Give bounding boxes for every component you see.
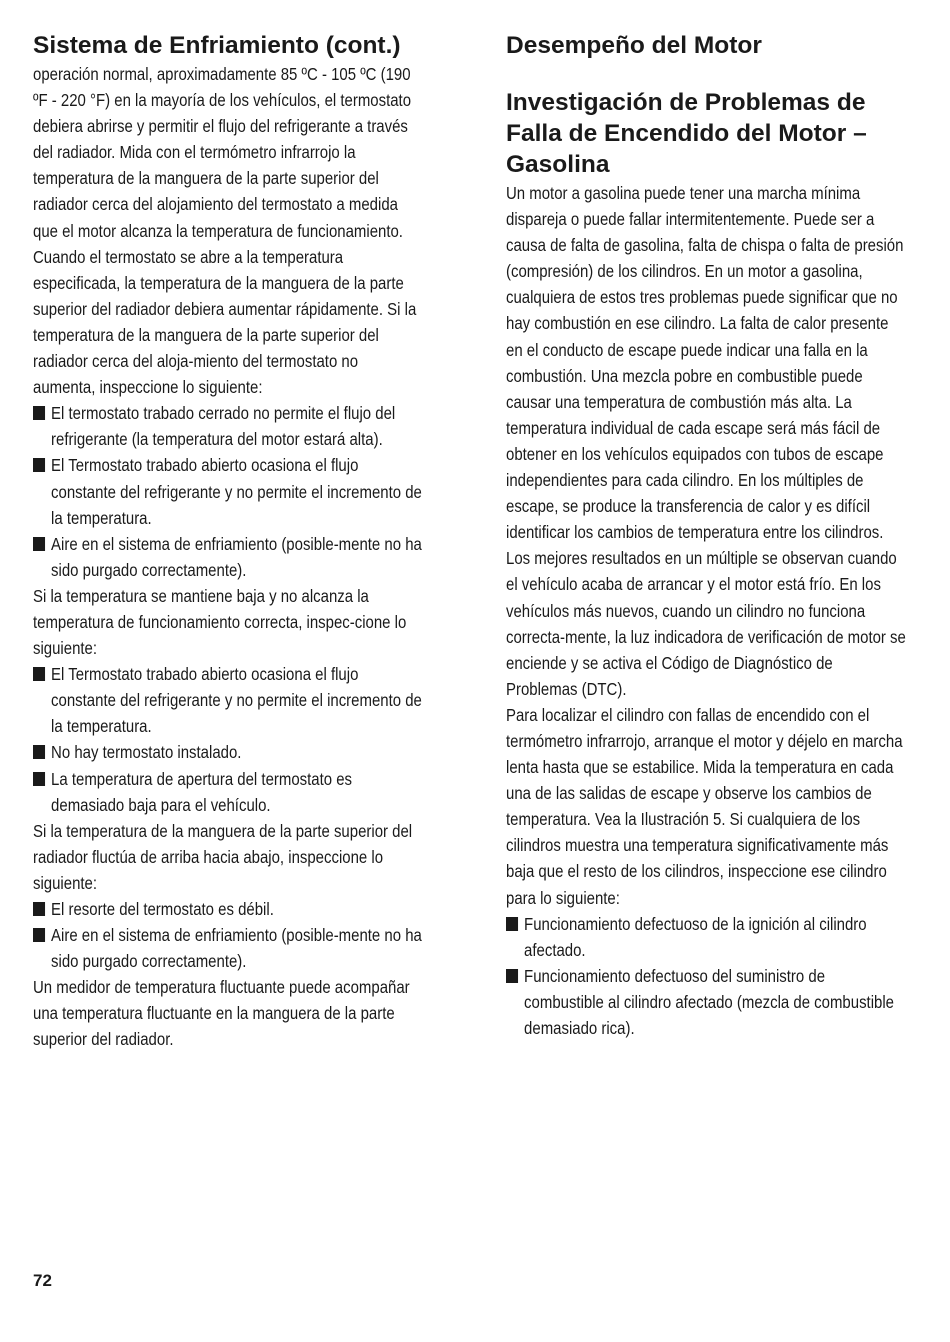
square-bullet-icon	[33, 745, 45, 759]
square-bullet-icon	[33, 902, 45, 916]
square-bullet-icon	[506, 969, 518, 983]
square-bullet-icon	[33, 928, 45, 942]
list-item: El Termostato trabado abierto ocasiona el flujo constante del refrigerante y no permite el incremento de la temperatura.	[33, 661, 423, 739]
right-column	[506, 30, 906, 1041]
list-item: Funcionamiento defectuoso de la ignición al cilindro afectado.	[506, 911, 906, 963]
engine-performance-heading: Desempeño del Motor	[506, 32, 762, 59]
paragraph: Un motor a gasolina puede tener una marcha mínima dispareja o puede fallar intermitentemente. Puede ser a causa de falta de gasolina, falta de chispa o falta de presión (compresión) de los cilindros. En un motor a gasolina, cualquiera de estos tres problemas puede significar que no hay combustión en ese cilindro. La falta de calor presente en el conducto de escape puede indicar una falla en la combustión. Una mezcla pobre en combustible puede causar una temperatura de combustión más alta. La temperatura individual de cada escape será más fácil de obtener en los vehículos equipados con tubos de escape independientes para cada cilindro. En los múltiples de escape, se produce la transferencia de calor y es difícil identificar los cambios de temperatura entre los cilindros. Los mejores resultados en un múltiple se observan cuando el vehículo acaba de arrancar y el motor está frío. En los vehículos más nuevos, cuando un cilindro no funciona correcta-mente, la luz indicadora de verificación de motor se enciende y se activa el Código de Diagnóstico de Problemas (DTC).	[506, 183, 906, 699]
paragraph: Si la temperatura se mantiene baja y no alcanza la temperatura de funcionamiento correcta, inspec-cione lo siguiente:	[33, 585, 407, 659]
square-bullet-icon	[33, 537, 45, 551]
paragraph: Para localizar el cilindro con fallas de encendido con el termómetro infrarrojo, arranque el motor y déjelo en marcha lenta hasta que se estabilice. Mida la temperatura en cada una de las salidas de escape y observe los cambios de temperatura. Vea la Ilustración 5. Si cualquiera de los cilindros muestra una temperatura significativamente más baja que el resto de los cilindros, inspeccione ese cilindro para lo siguiente:	[506, 704, 903, 908]
misfire-heading: Investigación de Problemas de Falla de Encendido del Motor – Gasolina	[506, 89, 867, 178]
square-bullet-icon	[33, 406, 45, 420]
paragraph: Si la temperatura de la manguera de la parte superior del radiador fluctúa de arriba hacia abajo, inspeccione lo siguiente:	[33, 820, 413, 893]
paragraph: operación normal, aproximadamente 85 ºC - 105 ºC (190 ºF - 220 °F) en la mayoría de los vehículos, el termostato debiera abrirse y permitir el flujo del refrigerante a través del radiador. Mida con el termómetro infrarrojo la temperatura de la manguera de la parte superior del radiador cerca del alojamiento del termostato a medida que el motor alcanza la temperatura de funcionamiento. Cuando el termostato se abre a la temperatura especificada, la temperatura de la manguera de la parte superior del radiador debiera aumentar rápidamente. Si la temperatura de la manguera de la parte superior del radiador cerca del aloja-miento del termostato no aumenta, inspeccione lo siguiente:	[33, 64, 417, 398]
square-bullet-icon	[506, 917, 518, 931]
square-bullet-icon	[33, 458, 45, 472]
cooling-system-heading: Sistema de Enfriamiento (cont.)	[33, 32, 401, 59]
list-item: Aire en el sistema de enfriamiento (posible-mente no ha sido purgado correctamente).	[33, 531, 423, 583]
square-bullet-icon	[33, 667, 45, 681]
page-number: 72	[33, 1271, 52, 1290]
list-item: El resorte del termostato es débil.	[33, 896, 423, 922]
square-bullet-icon	[33, 772, 45, 786]
left-column	[33, 30, 423, 1053]
list-item: El Termostato trabado abierto ocasiona el flujo constante del refrigerante y no permite el incremento de la temperatura.	[33, 452, 423, 530]
list-item: No hay termostato instalado.	[33, 739, 423, 765]
list-item: El termostato trabado cerrado no permite el flujo del refrigerante (la temperatura del motor estará alta).	[33, 400, 423, 452]
list-item: La temperatura de apertura del termostato es demasiado baja para el vehículo.	[33, 766, 423, 818]
paragraph: Un medidor de temperatura fluctuante puede acompañar una temperatura fluctuante en la manguera de la parte superior del radiador.	[33, 977, 410, 1050]
list-item: Aire en el sistema de enfriamiento (posible-mente no ha sido purgado correctamente).	[33, 922, 423, 974]
right-body	[506, 180, 906, 1041]
left-body	[33, 61, 423, 1053]
list-item: Funcionamiento defectuoso del suministro de combustible al cilindro afectado (mezcla de combustible demasiado rica).	[506, 963, 906, 1041]
